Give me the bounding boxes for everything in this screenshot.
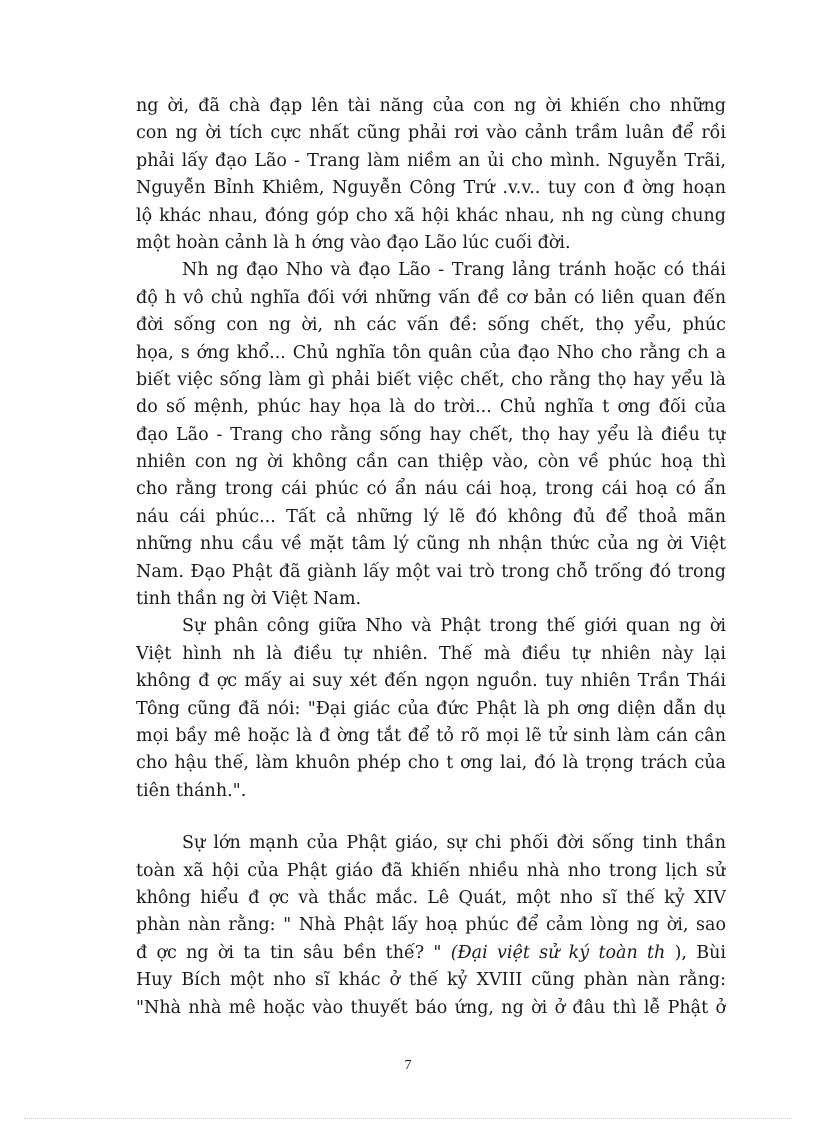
text-line: không hiểu đ ợc và thắc mắc. Lê Quát, một nho sĩ thế kỷ XIV: [136, 887, 726, 908]
text-line: đời sống con ng ời, nh các vấn đề: sống chết, thọ yểu, phúc: [136, 315, 726, 336]
text-line: biết việc sống làm gì phải biết việc chết, cho rằng thọ hay yểu là: [136, 369, 726, 390]
text-line: phải lấy đạo Lão - Trang làm niềm an ủi cho mình. Nguyễn Trãi,: [136, 150, 726, 171]
text-line: Nh ng đạo Nho và đạo Lão - Trang lảng tránh hoặc có thái: [182, 260, 726, 281]
paragraph-3: [136, 613, 726, 805]
text-line: Tông cũng đã nói: "Đại giác của đức Phật là ph ơng diện dẫn dụ: [136, 698, 726, 719]
text-line: cho hậu thế, làm khuôn phép cho t ơng lai, đó là trọng trách của: [136, 753, 726, 774]
text-line: phàn nàn rằng: " Nhà Phật lấy hoạ phúc để cảm lòng ng ời, sao: [136, 915, 726, 936]
text-line: ng ời, đã chà đạp lên tài năng của con ng ời khiến cho những: [136, 96, 726, 116]
page-number: 7: [404, 1058, 412, 1073]
footer-rule: [24, 1118, 792, 1119]
paragraph-2: [136, 257, 726, 613]
paragraph-gap: [136, 805, 726, 830]
text-line-with-citation: [136, 940, 726, 967]
text-line: con ng ời tích cực nhất cũng phải rơi vào cảnh trầm luân để rồi: [136, 123, 726, 144]
paragraph-1: [136, 93, 726, 257]
text-line: Sự lớn mạnh của Phật giáo, sự chi phối đời sống tinh thần: [182, 833, 726, 854]
text-line: Nguyễn Bỉnh Khiêm, Nguyễn Công Trứ .v.v.. tuy con đ ờng hoạn: [136, 178, 726, 199]
text-line: mọi bầy mê hoặc là đ ờng tắt để tỏ rõ mọi lẽ tử sinh làm cán cân: [136, 725, 726, 746]
text-line: lộ khác nhau, đóng góp cho xã hội khác nhau, nh ng cùng chung: [136, 205, 726, 226]
text-line: độ h vô chủ nghĩa đối với những vấn đề cơ bản có liên quan đến: [136, 287, 726, 308]
text-line: do số mệnh, phúc hay họa là do trời... Chủ nghĩa t ơng đối của: [136, 397, 726, 418]
text-line: những nhu cầu về mặt tâm lý cũng nh nhận thức của ng ời Việt: [136, 534, 726, 555]
text-line: Sự phân công giữa Nho và Phật trong thế giới quan ng ời: [182, 616, 726, 637]
text-line: tiên thánh.".: [136, 780, 247, 801]
text-line: nhiên con ng ời không cần can thiệp vào, còn về phúc hoạ thì: [136, 452, 726, 473]
text-segment: ), Bùi: [665, 942, 726, 963]
text-line: "Nhà nhà mê hoặc vào thuyết báo ứng, ng ời ở đâu thì lễ Phật ở: [136, 997, 726, 1018]
text-line: Huy Bích một nho sĩ khác ở thế kỷ XVIII cũng phàn nàn rằng:: [136, 970, 726, 991]
text-line: toàn xã hội của Phật giáo đã khiến nhiều nhà nho trong lịch sử: [136, 860, 726, 881]
text-line: một hoàn cảnh là h ớng vào đạo Lão lúc cuối đời.: [136, 232, 571, 253]
text-line: tinh thần ng ời Việt Nam.: [136, 589, 362, 610]
text-line: đạo Lão - Trang cho rằng sống hay chết, thọ hay yểu là điều tự: [136, 424, 726, 445]
paragraph-4: [136, 830, 726, 1022]
text-line: cho rằng trong cái phúc có ẩn náu cái hoạ, trong cái hoạ có ẩn: [136, 479, 726, 500]
text-line: Nam. Đạo Phật đã giành lấy một vai trò trong chỗ trống đó trong: [136, 561, 726, 582]
text-line: không đ ợc mấy ai suy xét đến ngọn nguồn. tuy nhiên Trần Thái: [136, 671, 726, 692]
text-line: họa, s ớng khổ... Chủ nghĩa tôn quân của đạo Nho cho rằng ch a: [136, 342, 726, 363]
text-line: Việt hình nh là điều tự nhiên. Thế mà điều tự nhiên này lại: [136, 643, 726, 664]
body-text: [136, 93, 726, 1022]
book-citation: (Đại việt sử ký toàn th: [450, 942, 666, 963]
text-line: náu cái phúc... Tất cả những lý lẽ đó không đủ để thoả mãn: [136, 506, 726, 527]
text-segment: đ ợc ng ời ta tin sâu bền thế? ": [136, 942, 451, 963]
